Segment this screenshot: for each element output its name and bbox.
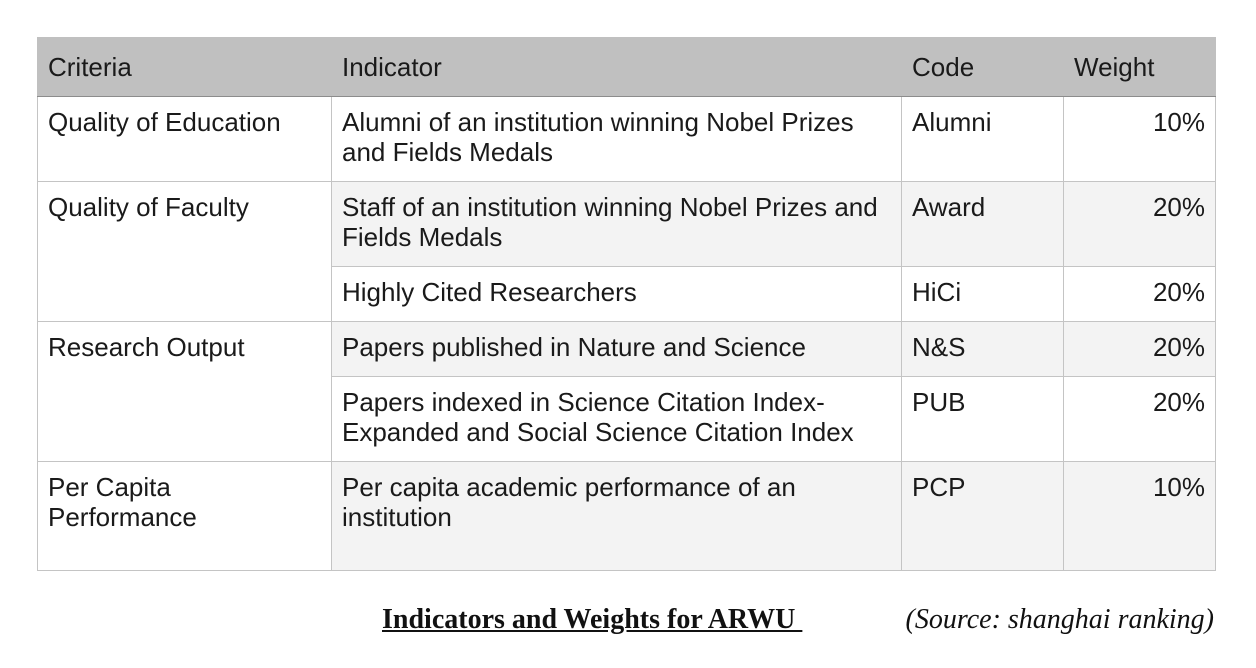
criteria-cell: Quality of Faculty: [38, 182, 332, 322]
indicator-cell: Papers published in Nature and Science: [332, 322, 902, 377]
weight-cell: 20%: [1064, 322, 1216, 377]
source-note: (Source: shanghai ranking): [905, 604, 1214, 635]
indicator-cell: Staff of an institution winning Nobel Prizes and Fields Medals: [332, 182, 902, 267]
weight-cell: 20%: [1064, 182, 1216, 267]
weight-cell: 10%: [1064, 97, 1216, 182]
indicator-cell: Highly Cited Researchers: [332, 267, 902, 322]
header-weight: Weight: [1064, 38, 1216, 97]
table-caption: Indicators and Weights for ARWU: [382, 604, 803, 635]
criteria-cell: Quality of Education: [38, 97, 332, 182]
table-row: [38, 322, 1216, 377]
code-cell: N&S: [902, 322, 1064, 377]
table-row: [38, 182, 1216, 267]
indicator-cell: Alumni of an institution winning Nobel Prizes and Fields Medals: [332, 97, 902, 182]
code-cell: HiCi: [902, 267, 1064, 322]
criteria-cell: Per Capita Performance: [38, 462, 332, 571]
header-indicator: Indicator: [332, 38, 902, 97]
table-row: [38, 97, 1216, 182]
criteria-cell: Research Output: [38, 322, 332, 462]
header-criteria: Criteria: [38, 38, 332, 97]
code-cell: Alumni: [902, 97, 1064, 182]
table-row: [38, 462, 1216, 571]
header-code: Code: [902, 38, 1064, 97]
indicator-cell: Per capita academic performance of an institution: [332, 462, 902, 571]
table-header-row: [38, 38, 1216, 97]
weight-cell: 20%: [1064, 377, 1216, 462]
indicators-table: [37, 37, 1216, 571]
weight-cell: 10%: [1064, 462, 1216, 571]
weight-cell: 20%: [1064, 267, 1216, 322]
code-cell: Award: [902, 182, 1064, 267]
indicator-cell: Papers indexed in Science Citation Index-Expanded and Social Science Citation Index: [332, 377, 902, 462]
code-cell: PCP: [902, 462, 1064, 571]
code-cell: PUB: [902, 377, 1064, 462]
